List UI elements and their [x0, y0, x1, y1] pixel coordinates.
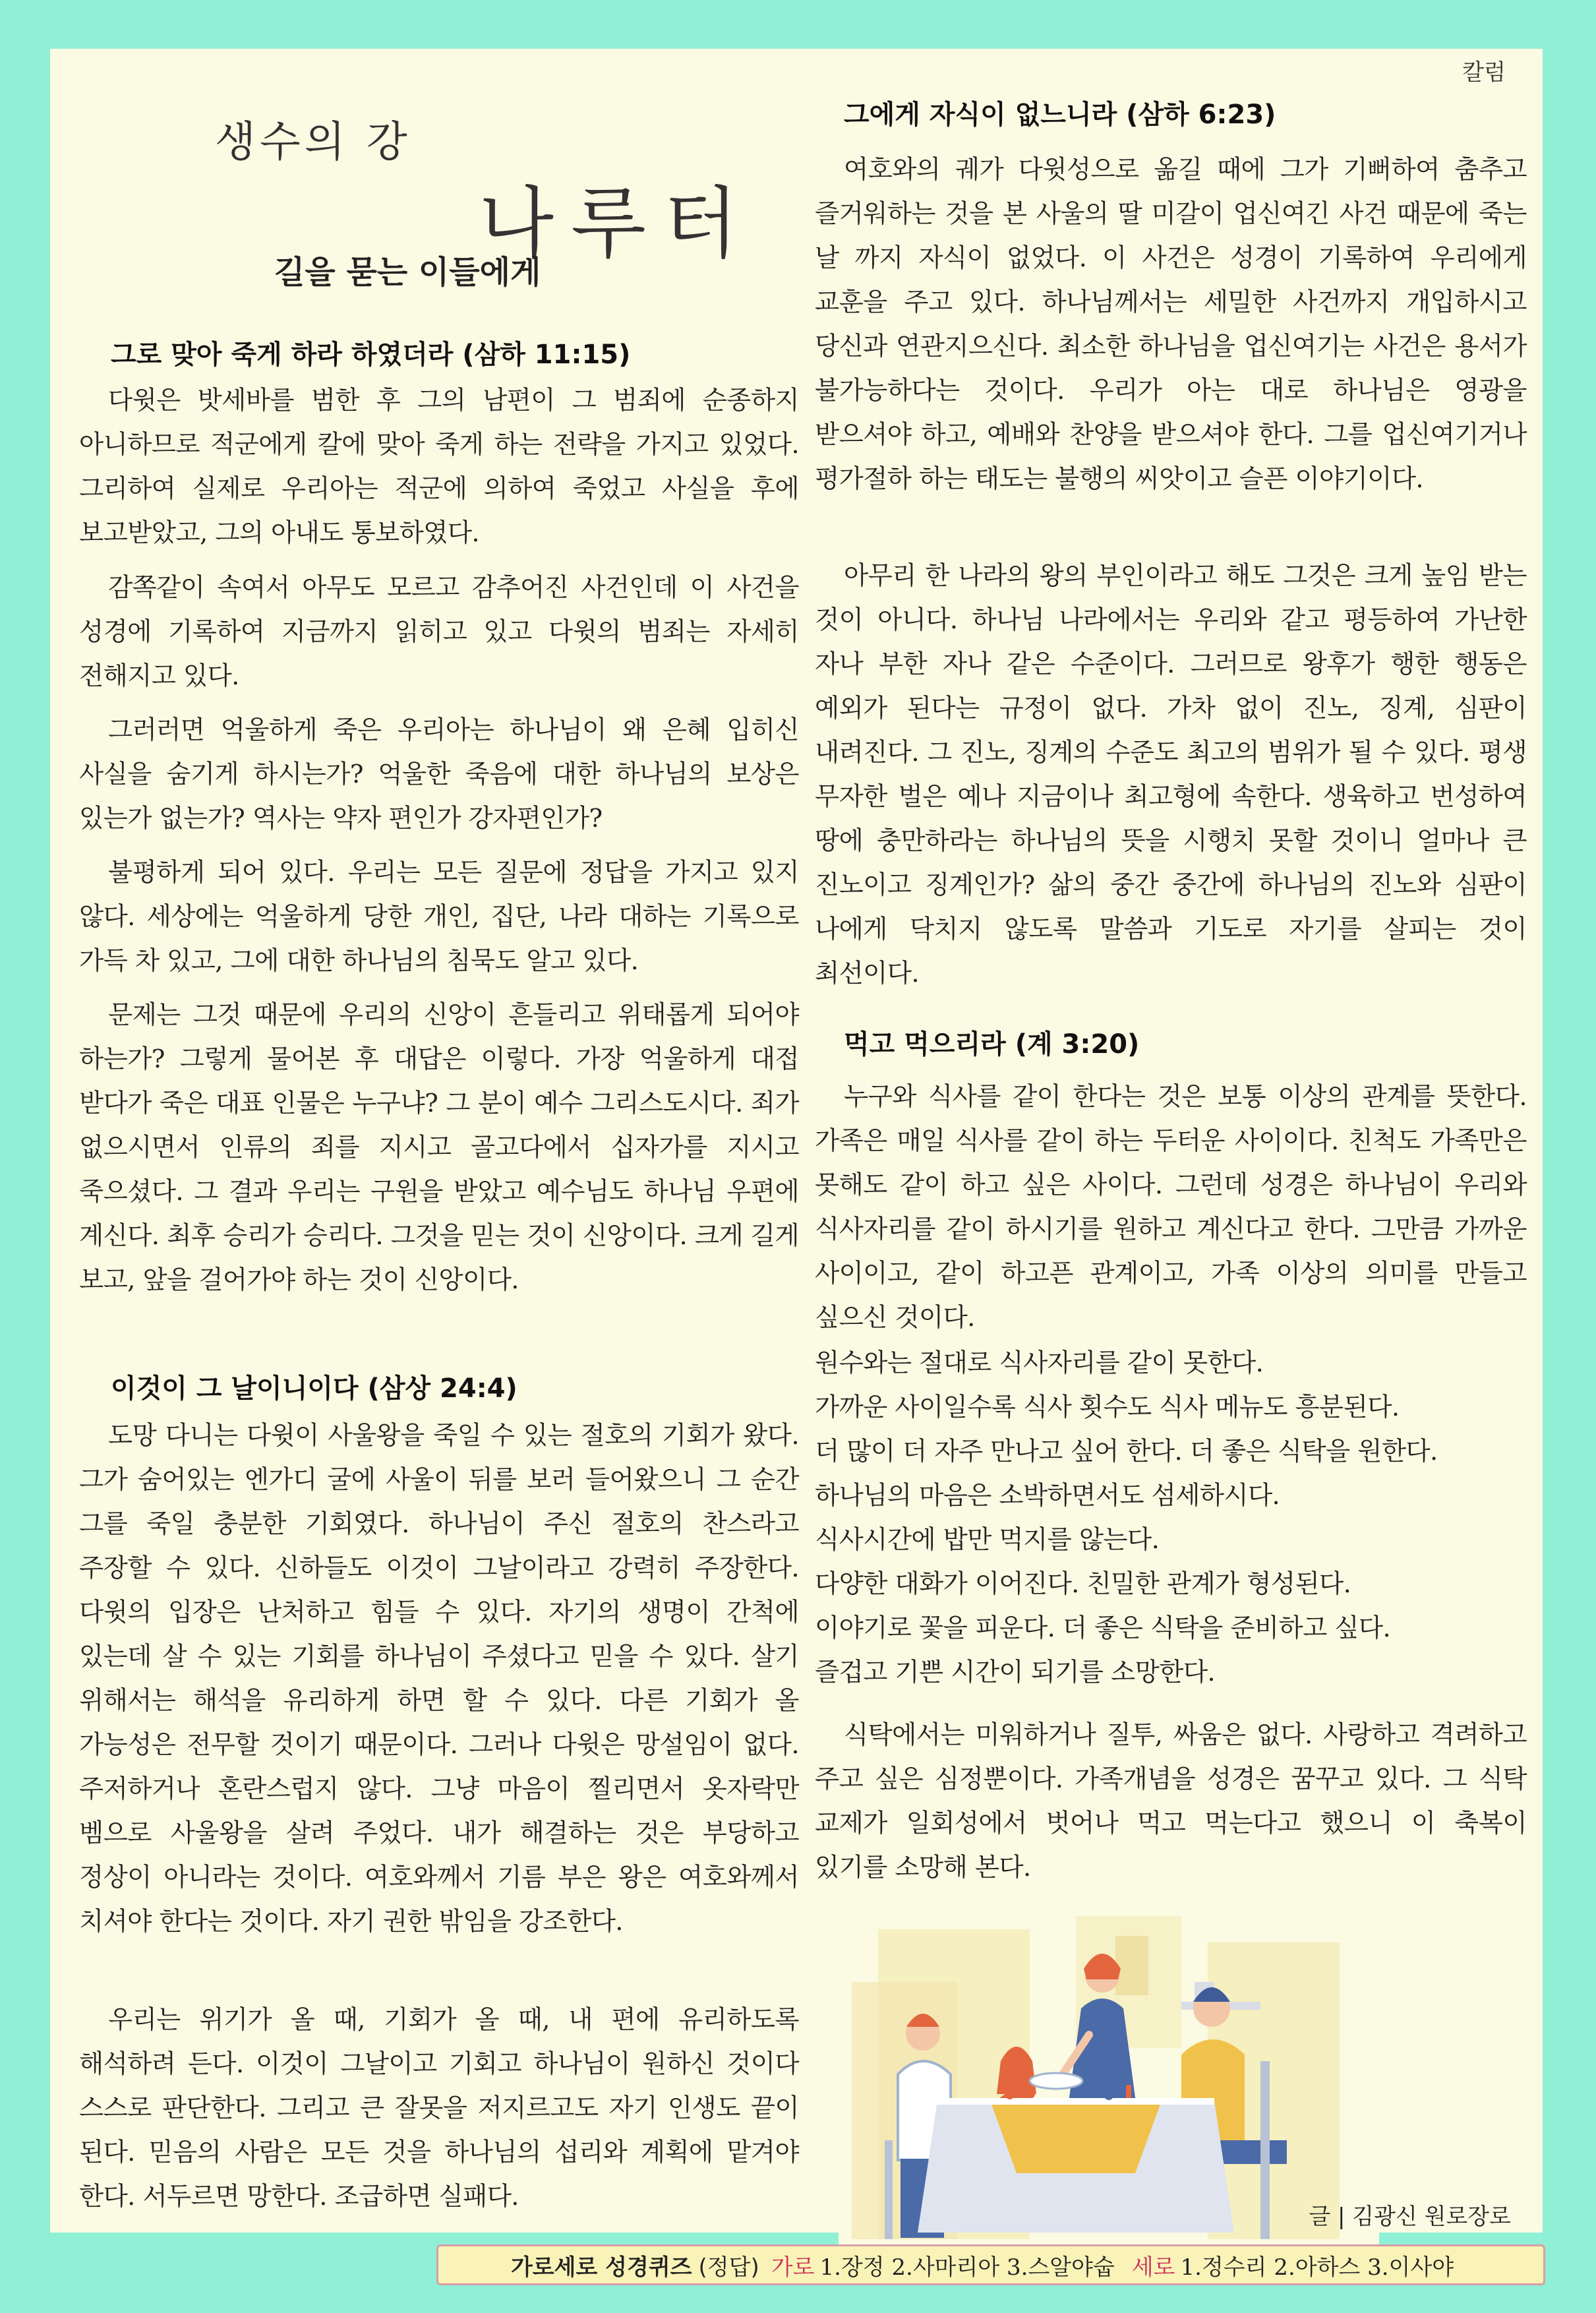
paragraph: 우리는 위기가 올 때, 기회가 올 때, 내 편에 유리하도록 해석하려 든다. 이것이 그날이고 기회고 하나님이 원하신 것이다 스스로 판단한다. 그리고 큰 잘못을 저지르고도 자기 인생도 끝이 된다. 믿음의 사람은 모든 것을 하나님의 섭리와 계획에 맡겨야 한다. 서두르면 망한다. 조급하면 실패다. [79, 2005, 799, 2211]
paragraph: 불평하게 되어 있다. 우리는 모든 질문에 정답을 가지고 있지 않다. 세상에는 억울하게 당한 개인, 집단, 나라 대하는 기록으로 가득 차 있고, 그에 대한 하나님의 침묵도 알고 있다. [79, 858, 799, 976]
quiz-down-label: 세로 [1131, 2254, 1175, 2281]
text-line: 더 많이 더 자주 만나고 싶어 한다. 더 좋은 식탁을 원한다. [815, 1437, 1438, 1466]
text-line: 이야기로 꽃을 피운다. 더 좋은 식탁을 준비하고 싶다. [815, 1613, 1391, 1643]
quiz-title: 가로세로 성경퀴즈 [510, 2254, 692, 2281]
page-subtitle: 길을 묻는 이들에게 [274, 254, 541, 291]
quiz-across-answers: 1.장정 2.사마리아 3.스알야숩 [819, 2254, 1115, 2281]
quiz-note: (정답) [698, 2254, 759, 2281]
quiz-across-label: 가로 [771, 2254, 815, 2281]
paragraph: 그러러면 억울하게 죽은 우리아는 하나님이 왜 은혜 입히신 사실을 숨기게 하시는가? 억울한 죽음에 대한 하나님의 보상은 있는가 없는가? 역사는 약자 편인가 강자편인가? [79, 715, 799, 833]
author-byline: 글 | 김광신 원로장로 [1309, 2204, 1511, 2230]
text-line: 가까운 사이일수록 식사 횟수도 식사 메뉴도 흥분된다. [815, 1393, 1400, 1422]
paragraph: 감쪽같이 속여서 아무도 모르고 감추어진 사건인데 이 사건을 성경에 기록하여 지금까지 읽히고 있고 다윗의 범죄는 자세히 전해지고 있다. [79, 573, 799, 691]
paragraph: 다윗은 밧세바를 범한 후 그의 남편이 그 범죄에 순종하지 아니하므로 적군에게 칼에 맞아 죽게 하는 전략을 가지고 있었다. 그리하여 실제로 우리아는 적군에 의하여 죽었고 사실을 후에 보고받았고, 그의 아내도 통보하였다. [79, 386, 799, 548]
section-heading: 그에게 자식이 없느니라 (삼하 6:23) [844, 100, 1276, 130]
masthead-big: 나루터 [479, 178, 755, 269]
paragraph: 문제는 그것 때문에 우리의 신앙이 흔들리고 위태롭게 되어야 하는가? 그렇게 물어본 후 대답은 이렇다. 가장 억울하게 대접 받다가 죽은 대표 인물은 누구냐? 그 분이 예수 그리스도시다. 죄가 없으시면서 인류의 죄를 지시고 골고다에서 십자가를 지시고 죽으셨다. 그 결과 우리는 구원을 받았고 예수님도 하나님 우편에 계신다. 최후 승리가 승리다. 그것을 믿는 것이 신앙이다. 크게 길게 보고, 앞을 걸어가야 하는 것이 신앙이다. [79, 1000, 799, 1295]
section-heading: 이것이 그 날이니이다 (삼상 24:4) [111, 1373, 517, 1404]
article-page [50, 49, 1543, 2233]
section-heading: 그로 맞아 죽게 하라 하였더라 (삼하 11:15) [111, 340, 631, 370]
paragraph: 아무리 한 나라의 왕의 부인이라고 해도 그것은 크게 높임 받는 것이 아니다. 하나님 나라에서는 우리와 같고 평등하여 가난한 자나 부한 자나 같은 수준이다. 그러므로 왕후가 행한 행동은 예외가 된다는 규정이 없다. 가차 없이 진노, 징계, 심판이 내려진다. 그 진노, 징계의 수준도 최고의 범위가 될 수 있다. 평생 무자한 벌은 예나 지금이나 최고형에 속한다. 생육하고 번성하여 땅에 충만하라는 하나님의 뜻을 시행치 못할 것이니 얼마나 큰 진노이고 징계인가? 삶의 중간 중간에 하나님의 진노와 심판이 나에게 닥치지 않도록 말씀과 기도로 자기를 살피는 것이 최선이다. [815, 561, 1527, 988]
paragraph: 여호와의 궤가 다윗성으로 옮길 때에 그가 기뻐하여 춤추고 즐거워하는 것을 본 사울의 딸 미갈이 업신여긴 사건 때문에 죽는 날 까지 자식이 없었다. 이 사건은 성경이 기록하여 우리에게 교훈을 주고 있다. 하나님께서는 세밀한 사건까지 개입하시고 당신과 연관지으신다. 최소한 하나님을 업신여기는 사건은 용서가 불가능하다는 것이다. 우리가 아는 대로 하나님은 영광을 받으셔야 하고, 예배와 찬양을 받으셔야 한다. 그를 업신여기거나 평가절하 하는 태도는 불행의 씨앗이고 슬픈 이야기이다. [815, 155, 1527, 494]
masthead-small: 생수의 강 [215, 118, 411, 167]
text-line: 식사시간에 밥만 먹지를 않는다. [815, 1525, 1160, 1555]
quiz-answer-bar [436, 2244, 1545, 2285]
text-line: 하나님의 마음은 소박하면서도 섬세하시다. [815, 1481, 1280, 1511]
text-line: 다양한 대화가 이어진다. 친밀한 관계가 형성된다. [815, 1569, 1351, 1599]
text-line: 즐겁고 기쁜 시간이 되기를 소망한다. [815, 1658, 1216, 1687]
section-heading: 먹고 먹으리라 (계 3:20) [844, 1029, 1140, 1060]
paragraph: 도망 다니는 다윗이 사울왕을 죽일 수 있는 절호의 기회가 왔다. 그가 숨어있는 엔가디 굴에 사울이 뒤를 보러 들어왔으니 그 순간 그를 죽일 충분한 기회였다. 하나님이 주신 절호의 찬스라고 주장할 수 있다. 신하들도 이것이 그날이라고 강력히 주장한다. 다윗의 입장은 난처하고 힘들 수 있다. 자기의 생명이 간척에 있는데 살 수 있는 기회를 하나님이 주셨다고 믿을 수 있다. 살기 위해서는 해석을 유리하게 하면 할 수 있다. 다른 기회가 올 가능성은 전무할 것이기 때문이다. 그러나 다윗은 망설임이 없다. 주저하거나 혼란스럽지 않다. 그냥 마음이 찔리면서 옷자락만 벰으로 사울왕을 살려 주었다. 내가 해결하는 것은 부당하고 정상이 아니라는 것이다. 여호와께서 기름 부은 왕은 여호와께서 치셔야 한다는 것이다. 자기 권한 밖임을 강조한다. [79, 1421, 799, 1937]
paragraph: 식탁에서는 미워하거나 질투, 싸움은 없다. 사랑하고 격려하고 주고 싶은 심정뿐이다. 가족개념을 성경은 꿈꾸고 있다. 그 식탁 교제가 일회성에서 벗어나 먹고 먹는다고 했으니 이 축복이 있기를 소망해 본다. [815, 1720, 1527, 1882]
paragraph: 누구와 식사를 같이 한다는 것은 보통 이상의 관계를 뜻한다. 가족은 매일 식사를 같이 하는 두터운 사이이다. 친척도 가족만은 못해도 같이 하고 싶은 사이다. 그런데 성경은 하나님이 우리와 식사자리를 같이 하시기를 원하고 계신다고 한다. 그만큼 가까운 사이이고, 같이 하고픈 관계이고, 가족 이상의 의미를 만들고 싶으신 것이다. [815, 1082, 1527, 1333]
text-line: 원수와는 절대로 식사자리를 같이 못한다. [815, 1348, 1264, 1378]
category-label: 칼럼 [1462, 59, 1506, 86]
quiz-down-answers: 1.정수리 2.아하스 3.이사야 [1180, 2254, 1454, 2281]
family-dinner-illustration [839, 1903, 1379, 2246]
